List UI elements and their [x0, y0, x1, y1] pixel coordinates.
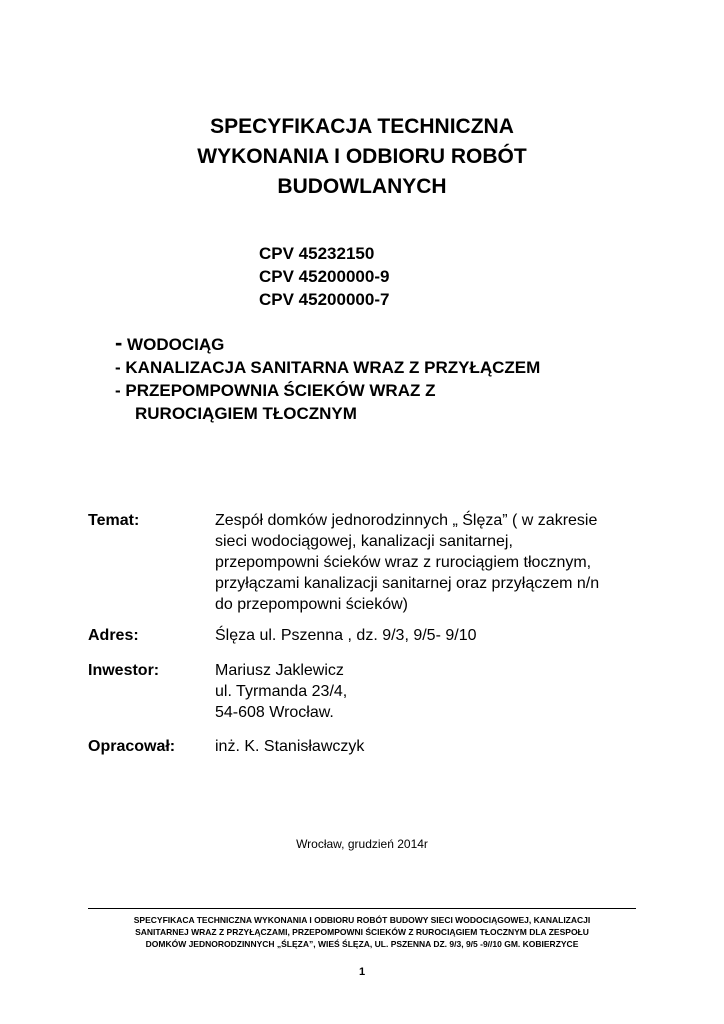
- cpv-code-1: CPV 45232150: [259, 244, 375, 263]
- inwestor-line: ul. Tyrmanda 23/4,: [215, 683, 348, 700]
- opracowal-line: inż. K. Stanisławczyk: [215, 738, 365, 755]
- page-footer: [88, 914, 636, 950]
- page-number: 1: [358, 966, 366, 978]
- adres-line: Ślęza ul. Pszenna , dz. 9/3, 9/5- 9/10: [215, 627, 477, 644]
- adres-value: [215, 625, 635, 646]
- inwestor-value: [215, 660, 635, 723]
- cpv-codes: [259, 242, 389, 311]
- cpv-code-2: CPV 45200000-9: [259, 267, 390, 286]
- scope-item-kanalizacja: - KANALIZACJA SANITARNA WRAZ Z PRZYŁĄCZEM: [115, 358, 541, 377]
- place-date: Wrocław, grudzień 2014r: [296, 837, 428, 851]
- scope-item-text: WODOCIĄG: [122, 335, 225, 354]
- document-title: [0, 112, 724, 202]
- temat-line: sieci wodociągowej, kanalizacji sanitarnej,: [215, 533, 513, 550]
- opracowal-label: Opracował:: [88, 738, 176, 755]
- footer-line-1: SPECYFIKACA TECHNICZNA WYKONANIA I ODBIORU ROBÓT BUDOWY SIECI WODOCIĄGOWEJ, KANALIZACJI: [133, 915, 591, 925]
- inwestor-line: Mariusz Jaklewicz: [215, 662, 344, 679]
- opracowal-value: [215, 736, 635, 757]
- temat-line: przepompowni ścieków wraz z rurociągiem tłocznym,: [215, 554, 592, 571]
- temat-label: Temat:: [88, 512, 140, 529]
- temat-line: Zespół domków jednorodzinnych „ Ślęza” ( w zakresie: [215, 512, 598, 529]
- title-line-3: BUDOWLANYCH: [277, 175, 447, 198]
- footer-divider: [88, 908, 636, 909]
- title-line-2: WYKONANIA I ODBIORU ROBÓT: [197, 145, 527, 168]
- scope-list: [115, 331, 540, 425]
- inwestor-label: Inwestor:: [88, 662, 160, 679]
- scope-item-dash: -: [115, 330, 123, 355]
- scope-item-przepompownia: - PRZEPOMPOWNIA ŚCIEKÓW WRAZ Z: [115, 381, 436, 400]
- temat-line: przyłączami kanalizacji sanitarnej oraz przyłączem n/n: [215, 575, 600, 592]
- footer-line-2: SANITARNEJ WRAZ Z PRZYŁĄCZAMI, PRZEPOMPOWNI ŚCIEKÓW Z RUROCIĄGIEM TŁOCZNYM DLA ZESPOŁU: [135, 927, 589, 937]
- scope-item-przepompownia-cont: RUROCIĄGIEM TŁOCZNYM: [135, 404, 357, 423]
- temat-line: do przepompowni ścieków): [215, 596, 408, 613]
- scope-item-wodociag: [115, 331, 540, 356]
- temat-value: [215, 510, 635, 615]
- adres-label: Adres:: [88, 627, 139, 644]
- title-line-1: SPECYFIKACJA TECHNICZNA: [210, 115, 514, 138]
- cpv-code-3: CPV 45200000-7: [259, 290, 390, 309]
- inwestor-line: 54-608 Wrocław.: [215, 704, 334, 721]
- footer-line-3: DOMKÓW JEDNORODZINNYCH „ŚLĘZA”, WIEŚ ŚLĘZA, UL. PSZENNA DZ. 9/3, 9/5 -9//10 GM. KOBIERZYCE: [145, 939, 579, 949]
